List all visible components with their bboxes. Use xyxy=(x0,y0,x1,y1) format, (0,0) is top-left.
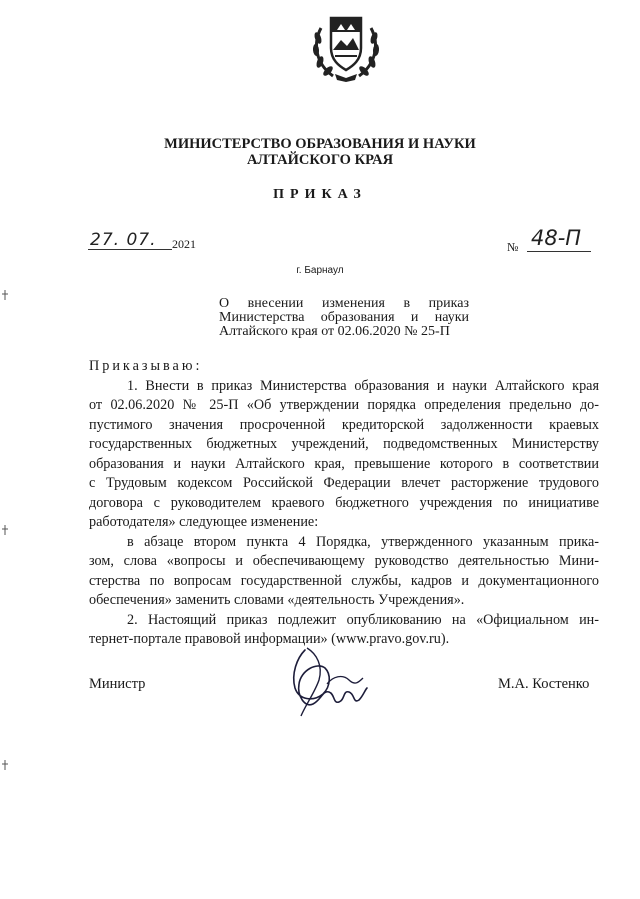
scan-mark-icon xyxy=(2,760,8,770)
order-number xyxy=(507,226,592,254)
signer-position: Министр xyxy=(89,676,146,692)
body-line: 2. Настоящий приказ подлежит опубликованию на «Официальном ин- xyxy=(127,611,599,628)
body-line: от 02.06.2020 № 25-П «Об утверждении порядка определения предельно до- xyxy=(89,397,599,413)
subject-line: Министерства образования и науки xyxy=(219,310,469,325)
body-line: работодателя» следующее изменение: xyxy=(89,514,319,530)
order-subject xyxy=(219,297,469,339)
order-date xyxy=(88,232,203,252)
document-type: ПРИКАЗ xyxy=(273,187,367,202)
body-line: тернет-портале правовой информации» (www.pravo.gov.ru). xyxy=(89,631,450,647)
body-line: 1. Внести в приказ Министерства образования и науки Алтайского края xyxy=(127,377,599,394)
number-sign: № xyxy=(507,240,519,254)
subject-line: Алтайского края от 02.06.2020 № 25-П xyxy=(219,324,450,339)
number-underline xyxy=(527,251,591,252)
date-underline xyxy=(88,249,172,250)
handwritten-date: 27. 07. xyxy=(90,230,157,250)
body-line: государственных бюджетных учреждений, подведомственных Министерству xyxy=(89,436,599,452)
ministry-name xyxy=(0,136,640,168)
body-line: зом, слова «вопросы и обеспечивающему руководство деятельностью Мини- xyxy=(89,553,599,569)
signature-icon xyxy=(283,644,373,720)
subject-line: О внесении изменения в приказ xyxy=(219,296,469,311)
body-line: с Трудовым кодексом Российской Федерации влечет расторжение трудового xyxy=(89,475,599,491)
body-line: пустимого значения просроченной кредиторской задолженности краевых xyxy=(89,416,599,433)
body-line: в абзаце втором пункта 4 Порядка, утвержденного указанным прика- xyxy=(127,533,599,550)
handwritten-number: 48-П xyxy=(531,226,582,250)
order-directive: Приказываю: xyxy=(89,358,203,374)
date-year: 2021 xyxy=(172,237,196,251)
order-body xyxy=(89,357,599,650)
ministry-line-1: МИНИСТЕРСТВО ОБРАЗОВАНИЯ И НАУКИ xyxy=(164,136,476,152)
ministry-line-2: АЛТАЙСКОГО КРАЯ xyxy=(246,152,394,168)
body-line: договора с руководителем краевого бюджетного учреждения по инициативе xyxy=(89,494,599,511)
body-line: стерства по вопросам государственной службы, кадров и документационного xyxy=(89,572,599,589)
scan-mark-icon xyxy=(2,525,8,535)
city: г. Барнаул xyxy=(296,265,344,276)
signer-name: М.А. Костенко xyxy=(498,676,590,692)
coat-of-arms-icon xyxy=(311,8,381,83)
body-line: образования и науки Алтайского края, превышение которого в соответствии xyxy=(89,455,599,472)
scan-mark-icon xyxy=(2,290,8,300)
body-line: обеспечения» заменить словами «деятельность Учреждения». xyxy=(89,592,465,608)
